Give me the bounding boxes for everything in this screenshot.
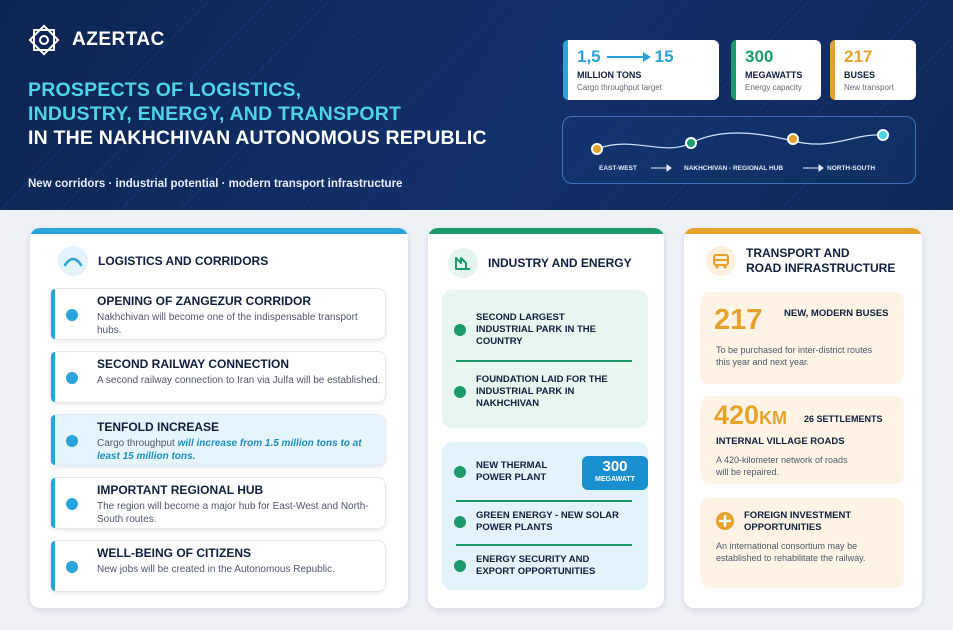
stat-to-value: 15 [654,47,674,66]
card-title-line-2: ROAD INFRASTRUCTURE [746,261,896,275]
item-title: SECOND RAILWAY CONNECTION [97,357,290,371]
card-accent-bar [30,228,408,234]
panel-row-text: SECOND LARGEST INDUSTRIAL PARK IN THE COUNTRY [476,312,596,347]
item-title: OPENING OF ZANGEZUR CORRIDOR [97,294,312,308]
bullet-dot [66,372,78,384]
logistics-card [30,228,408,608]
stat-card-energy [731,40,821,100]
buses-heading: NEW, MODERN BUSES [784,308,889,319]
divider [456,360,632,362]
azertac-logo-icon [26,22,62,58]
stat-card-buses [830,40,916,100]
roads-box [700,396,904,484]
route-node-mid [788,134,798,144]
item-desc-text: Cargo throughput [97,438,178,449]
brand-name: AZERTAC [72,29,165,50]
panel-row-text: NEW THERMAL POWER PLANT [476,460,548,483]
stat-value [577,46,709,68]
stat-sub: New transport [844,83,894,92]
stat-accent-bar [731,40,736,100]
roads-distance-unit: KM [759,408,788,428]
item-accent [51,541,55,591]
item-desc: The region will become a major hub for East-West and North-South routes. [97,501,369,525]
bullet-dot [454,324,466,336]
bullet-dot [66,435,78,447]
item-title: IMPORTANT REGIONAL HUB [97,483,264,497]
route-node-hub [686,138,696,148]
bullet-dot [454,516,466,528]
bullet-dot [66,561,78,573]
panel-row [454,510,646,534]
route-diagram [562,116,916,184]
card-header [448,248,632,278]
item-title: WELL-BEING OF CITIZENS [97,546,251,560]
divider [456,544,632,546]
card-accent-bar [684,228,922,234]
settlements-count: 26 SETTLEMENTS [804,414,883,424]
card-title: INDUSTRY AND ENERGY [488,255,632,270]
header-banner [0,0,953,210]
bus-icon [706,246,736,276]
card-title [746,246,895,276]
route-label-hub: NAKHCHIVAN - REGIONAL HUB [684,165,784,172]
panel-row [454,460,572,484]
roads-heading: INTERNAL VILLAGE ROADS [716,436,845,447]
industry-card [428,228,664,608]
tagline: New corridors · industrial potential · modern transport infrastructure [28,178,403,190]
bullet-dot [454,386,466,398]
panel-row [454,312,596,348]
list-item [50,351,386,403]
buses-count: 217 [714,304,763,336]
factory-icon [448,248,478,278]
title-line-3: IN THE NAKHCHIVAN AUTONOMOUS REPUBLIC [28,127,487,149]
page-title [28,78,548,150]
arrow-right-icon [607,56,649,58]
buses-box [700,292,904,384]
card-header [706,246,895,276]
investment-heading: FOREIGN INVESTMENT OPPORTUNITIES [744,510,852,533]
divider [456,500,632,502]
investment-box [700,498,904,588]
roads-desc: A 420-kilometer network of roads will be repaired. [716,455,848,477]
stat-card-cargo [563,40,719,100]
item-accent [51,352,55,402]
megawatt-badge [582,456,648,490]
card-accent-bar [428,228,664,234]
card-title-line-1: TRANSPORT AND [746,246,850,260]
item-desc-emphasis: will increase from 1.5 million tons to at least 15 million tons. [97,438,362,462]
panel-row-text: FOUNDATION LAID FOR THE INDUSTRIAL PARK IN NAKHCHIVAN [476,374,608,409]
bullet-dot [66,498,78,510]
stat-accent-bar [563,40,568,100]
stat-label: MILLION TONS [577,70,642,80]
route-node-east-west [592,144,602,154]
stat-from-value: 1,5 [577,47,601,66]
route-line [563,117,917,185]
bullet-dot [66,309,78,321]
item-title: TENFOLD INCREASE [97,420,220,434]
title-line-2: INDUSTRY, ENERGY, AND TRANSPORT [28,103,402,125]
stat-value: 217 [844,47,873,66]
panel-row [454,374,616,410]
title-line-1: PROSPECTS OF LOGISTICS, [28,79,302,101]
item-accent [51,415,55,465]
route-node-north-south [878,130,888,140]
item-accent [51,289,55,339]
badge-value: 300 [602,458,628,475]
brand-logo [26,22,165,58]
card-title: LOGISTICS AND CORRIDORS [98,253,269,268]
route-label-north-south: NORTH-SOUTH [827,165,876,172]
stat-value: 300 [745,47,774,66]
list-item [50,477,386,529]
energy-panel [442,442,648,590]
corridor-icon [58,246,88,276]
list-item [50,540,386,592]
stat-sub: Energy capacity [745,83,802,92]
list-item [50,288,386,340]
item-desc: New jobs will be created in the Autonomous Republic. [97,564,335,575]
transport-card [684,228,922,608]
route-label-east-west: EAST-WEST [599,165,637,172]
roads-distance [714,400,787,431]
list-item-highlighted [50,414,386,466]
card-header [58,246,268,276]
stat-accent-bar [830,40,835,100]
plus-icon [716,512,734,530]
investment-desc: An international consortium may be established to rehabilitate the railway. [716,541,866,563]
panel-row-text: GREEN ENERGY - NEW SOLAR POWER PLANTS [476,510,619,533]
stat-sub: Cargo throughput target [577,83,662,92]
buses-desc: To be purchased for inter-district routes this year and next year. [716,345,873,367]
roads-distance-value: 420 [714,400,760,430]
item-accent [51,478,55,528]
item-desc: A second railway connection to Iran via Julfa will be established. [97,375,381,386]
bullet-dot [454,560,466,572]
bullet-dot [454,466,466,478]
stat-label: MEGAWATTS [745,70,803,80]
item-desc [97,437,382,463]
badge-label: MEGAWATT [595,476,635,483]
item-desc: Nakhchivan will become one of the indispensable transport hubs. [97,312,358,336]
panel-row-text: ENERGY SECURITY AND EXPORT OPPORTUNITIES [476,554,596,577]
stat-label: BUSES [844,70,876,80]
panel-row [454,554,626,578]
industry-panel [442,290,648,428]
